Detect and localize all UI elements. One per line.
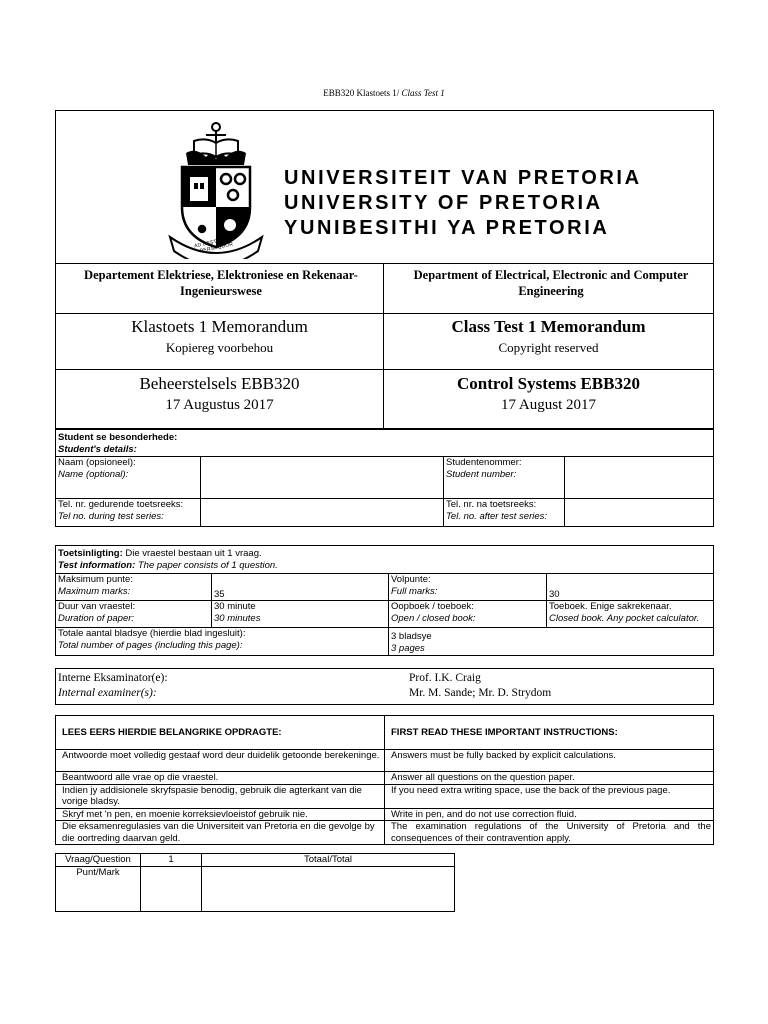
test-info-heading xyxy=(56,546,714,574)
marks-table xyxy=(55,853,455,912)
course-en-title: Control Systems EBB320 xyxy=(457,374,640,393)
marks-question-1: 1 xyxy=(141,854,202,867)
duration-value-af: 30 minute xyxy=(214,601,256,612)
instruction-af: Indien jy addisionele skryfspasie benodig, gebruik die agterkant van die vorige bladsy. xyxy=(56,784,385,808)
university-logo xyxy=(56,111,713,264)
course-af-date: 17 Augustus 2017 xyxy=(165,397,274,413)
instructions-head-en: FIRST READ THESE IMPORTANT INSTRUCTIONS: xyxy=(385,716,714,750)
total-pages-label-en: Total number of pages (including this page): xyxy=(58,639,243,651)
full-marks-value: 30 xyxy=(547,574,714,601)
name-label-en: Name (optional): xyxy=(58,468,129,480)
max-marks-label-af: Maksimum punte: xyxy=(58,574,133,585)
test-info-en-text: The paper consists of 1 question. xyxy=(135,559,278,571)
row-line xyxy=(56,369,713,370)
instruction-en: The examination regulations of the University of Pretoria and the consequences of their contravention apply. xyxy=(385,821,714,845)
duration-value-en: 30 minutes xyxy=(214,612,261,624)
open-closed-label-en: Open / closed book: xyxy=(391,612,476,624)
instructions-head-af: LEES EERS HIERDIE BELANGRIKE OPDRAGTE: xyxy=(56,716,385,750)
student-number-label-en: Student number: xyxy=(446,468,517,480)
instruction-af: Die eksamenregulasies van die Universiteit van Pretoria en die gevolge by die oortreding daarvan geld. xyxy=(56,821,385,845)
duration-value xyxy=(212,601,389,628)
tel-during-label xyxy=(56,499,201,527)
marks-total-label: Totaal/Total xyxy=(202,854,455,867)
test-info-en xyxy=(58,560,711,572)
tel-during-label-en: Tel no. during test series: xyxy=(58,510,164,522)
duration-label-af: Duur van vraestel: xyxy=(58,601,136,612)
duration-label xyxy=(56,601,212,628)
total-pages-label-af: Totale aantal bladsye (hierdie blad ingesluit): xyxy=(58,628,246,639)
instruction-en: Answers must be fully backed by explicit calculations. xyxy=(385,750,714,772)
logo-line-en: UNIVERSITY OF PRETORIA xyxy=(284,192,603,214)
total-pages-value xyxy=(389,628,714,656)
marks-total-field[interactable] xyxy=(202,866,455,911)
name-field[interactable] xyxy=(201,457,444,499)
full-marks-label-af: Volpunte: xyxy=(391,574,431,585)
total-pages-value-en: 3 pages xyxy=(391,642,425,654)
instruction-af: Skryf met 'n pen, en moenie korreksievloeistof gebruik nie. xyxy=(56,808,385,821)
student-details-table xyxy=(55,428,714,527)
open-closed-label xyxy=(389,601,547,628)
marks-question-label: Vraag/Question xyxy=(56,854,141,867)
memo-af-sub: Kopiereg voorbehou xyxy=(165,340,274,355)
logo-line-zu: YUNIBESITHI YA PRETORIA xyxy=(284,217,610,239)
instruction-en: Write in pen, and do not use correction fluid. xyxy=(385,808,714,821)
open-closed-value-en: Closed book. Any pocket calculator. xyxy=(549,612,700,624)
row-line xyxy=(56,313,713,314)
header-code: EBB320 Klastoets 1/ xyxy=(323,88,400,98)
examiner-name-2: Mr. M. Sande; Mr. D. Strydom xyxy=(409,687,552,699)
test-info-af xyxy=(58,548,711,560)
student-number-field[interactable] xyxy=(565,457,714,499)
open-closed-label-af: Oopboek / toeboek: xyxy=(391,601,474,612)
name-label xyxy=(56,457,201,499)
page-header xyxy=(0,88,768,98)
examiner-label-af: Interne Eksaminator(e): xyxy=(58,672,168,684)
test-info-table xyxy=(55,545,714,656)
test-info-en-label: Test information: xyxy=(58,559,136,571)
total-pages-label xyxy=(56,628,389,656)
full-marks-label xyxy=(389,574,547,601)
examiner-label-en: Internal examiner(s): xyxy=(58,687,157,699)
instruction-af: Antwoorde moet volledig gestaaf word deur duidelik getoonde berekeninge. xyxy=(56,750,385,772)
full-marks-label-en: Full marks: xyxy=(391,585,438,597)
max-marks-value: 35 xyxy=(212,574,389,601)
dept-en: Department of Electrical, Electronic and Computer Engineering xyxy=(413,268,689,298)
student-heading-af: Student se besonderhede: xyxy=(58,432,178,443)
examiner-label xyxy=(58,671,168,701)
course-en-date: 17 August 2017 xyxy=(500,397,596,413)
max-marks-label-en: Maximum marks: xyxy=(58,585,131,597)
header-code-italic: Class Test 1 xyxy=(401,88,445,98)
max-marks-label xyxy=(56,574,212,601)
tel-during-label-af: Tel. nr. gedurende toetsreeks: xyxy=(58,499,184,510)
course-af-title: Beheerstelsels EBB320 xyxy=(139,374,300,393)
memo-af-title: Klastoets 1 Memorandum xyxy=(131,317,308,336)
student-number-label xyxy=(444,457,565,499)
tel-after-field[interactable] xyxy=(565,499,714,527)
open-closed-value xyxy=(547,601,714,628)
examiner-names xyxy=(409,671,551,701)
tel-after-label-en: Tel. no. after test series: xyxy=(446,510,548,522)
duration-label-en: Duration of paper: xyxy=(58,612,135,624)
instruction-en: If you need extra writing space, use the back of the previous page. xyxy=(385,784,714,808)
open-closed-value-af: Toeboek. Enige sakrekenaar. xyxy=(549,601,672,612)
total-pages-value-af: 3 bladsye xyxy=(391,631,432,642)
examiner-name-1: Prof. I.K. Craig xyxy=(409,672,481,684)
logo-line-af: UNIVERSITEIT VAN PRETORIA xyxy=(284,167,642,189)
examiner-box xyxy=(55,668,714,705)
dept-af: Departement Elektriese, Elektroniese en Rekenaar-Ingenieurswese xyxy=(84,268,358,298)
name-label-af: Naam (opsioneel): xyxy=(58,457,136,468)
memo-en-sub: Copyright reserved xyxy=(498,340,599,355)
marks-mark-label: Punt/Mark xyxy=(56,866,141,911)
test-info-af-text: Die vraestel bestaan uit 1 vraag. xyxy=(122,548,262,559)
instruction-en: Answer all questions on the question paper. xyxy=(385,772,714,785)
tel-after-label-af: Tel. nr. na toetsreeks: xyxy=(446,499,537,510)
student-number-label-af: Studentenommer: xyxy=(446,457,522,468)
marks-mark-1-field[interactable] xyxy=(141,866,202,911)
instruction-af: Beantwoord alle vrae op die vraestel. xyxy=(56,772,385,785)
student-heading-en: Student's details: xyxy=(58,443,137,455)
crest-motto: AD DESTINATUM PERSEQUOR xyxy=(193,234,238,255)
memo-en-title: Class Test 1 Memorandum xyxy=(451,317,646,336)
student-heading xyxy=(56,429,714,457)
instructions-table xyxy=(55,715,714,845)
title-block xyxy=(55,110,714,430)
tel-after-label xyxy=(444,499,565,527)
test-info-af-label: Toetsinligting: xyxy=(58,548,123,559)
tel-during-field[interactable] xyxy=(201,499,444,527)
